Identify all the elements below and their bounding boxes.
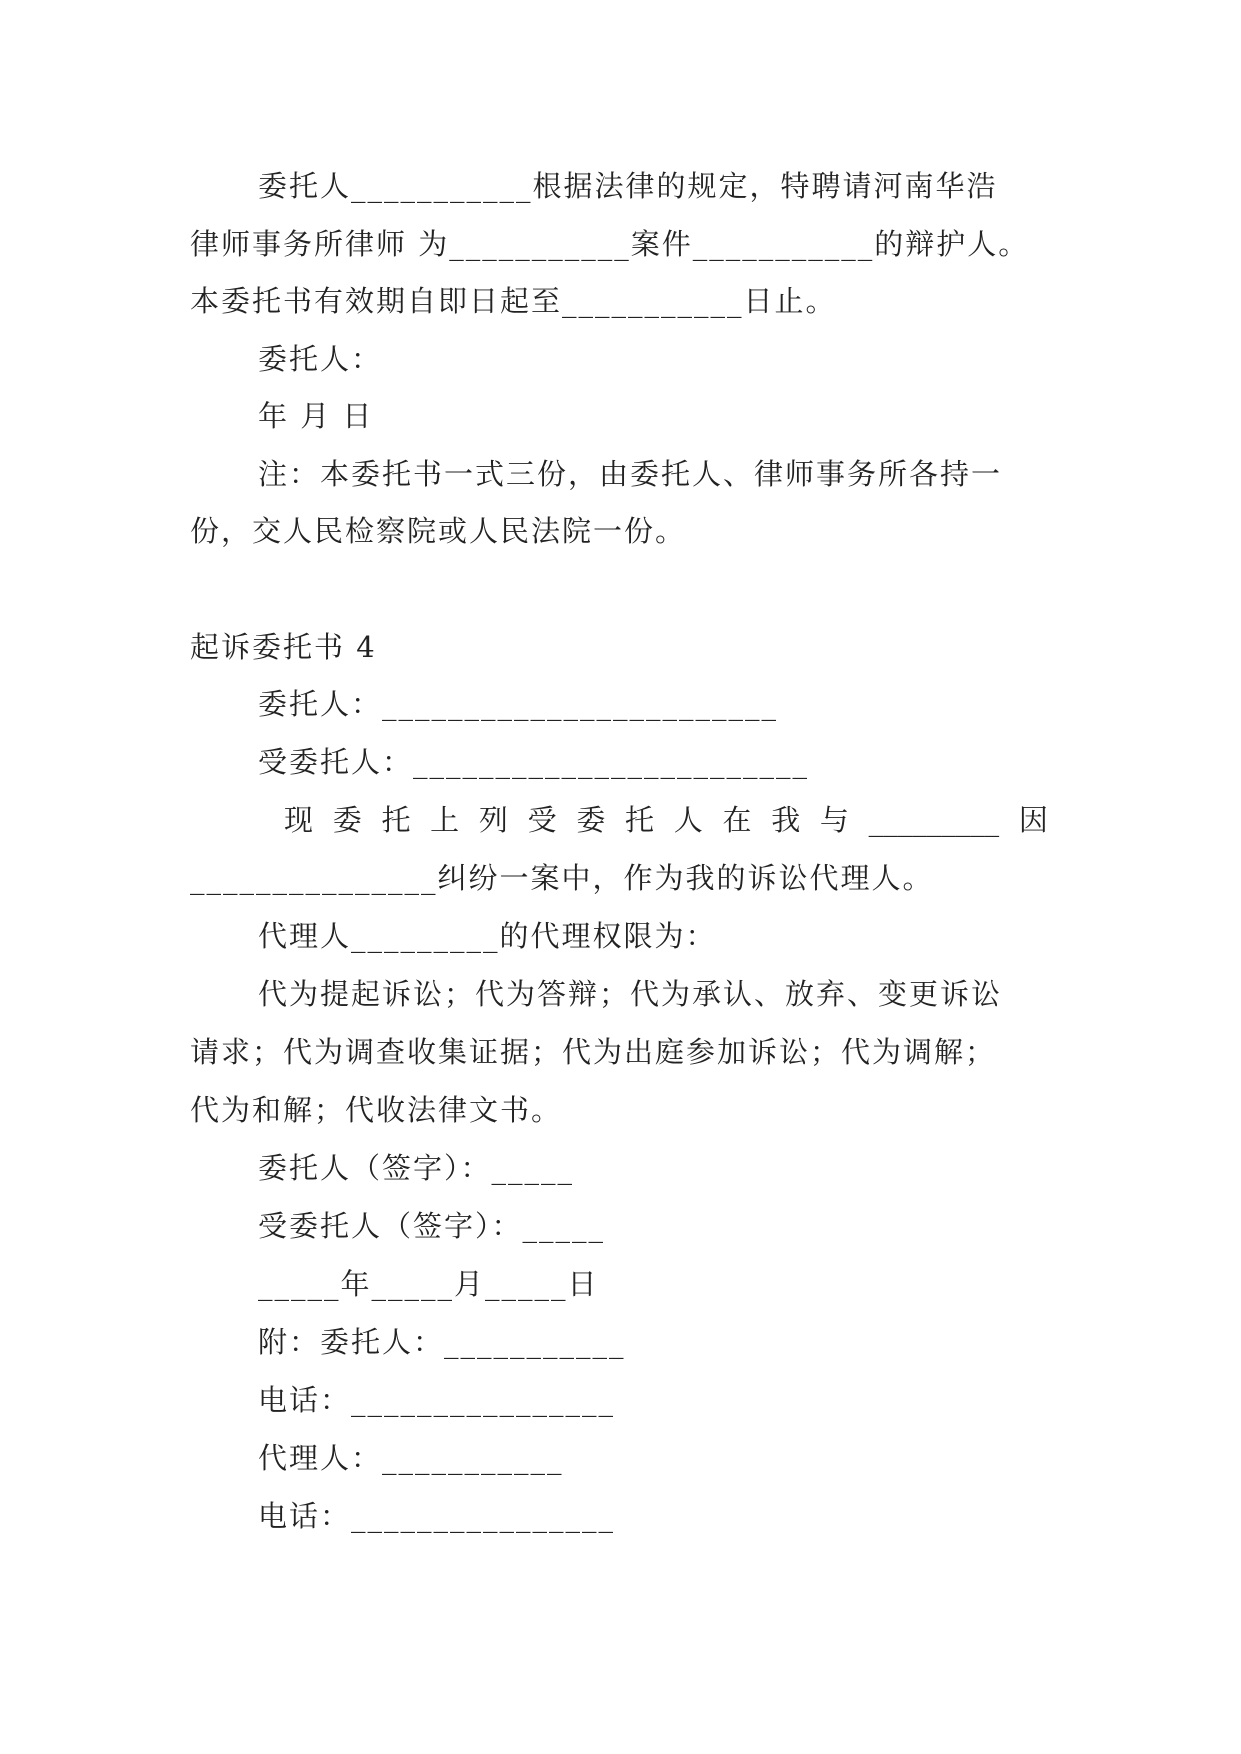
char: 人: [673, 803, 703, 837]
char: 受: [527, 803, 557, 837]
date-line: 年 月 日: [258, 399, 374, 433]
blank: _________: [868, 803, 1000, 837]
section-title: 起诉委托书 4: [190, 630, 377, 664]
char: 委: [332, 803, 362, 837]
char: 托: [625, 803, 655, 837]
paragraph-line: _______________纠纷一案中，作为我的诉讼代理人。: [190, 861, 934, 895]
note-line: 注：本委托书一式三份，由委托人、律师事务所各持一: [258, 457, 1003, 491]
phone-line: 电话：________________: [258, 1499, 616, 1533]
char: 上: [430, 803, 460, 837]
char: 委: [576, 803, 606, 837]
paragraph-line: 请求；代为调查收集证据；代为出庭参加诉讼；代为调解；: [190, 1035, 997, 1069]
char: 我: [771, 803, 801, 837]
char: 现: [284, 803, 314, 837]
paragraph-line: 代为提起诉讼；代为答辩；代为承认、放弃、变更诉讼: [258, 977, 1003, 1011]
justified-line: [284, 800, 1048, 840]
agent-line: 受委托人：________________________: [258, 745, 810, 779]
attachment-line: 附：委托人：___________: [258, 1325, 626, 1359]
paragraph-line: 本委托书有效期自即日起至___________日止。: [190, 284, 837, 318]
paragraph-line: 代为和解；代收法律文书。: [190, 1093, 563, 1127]
principal-line: 委托人：________________________: [258, 687, 779, 721]
agent-attachment-line: 代理人：___________: [258, 1441, 564, 1475]
paragraph-line: 代理人_________的代理权限为：: [258, 919, 717, 953]
date-line: _____年_____月_____日: [258, 1267, 599, 1301]
signature-line: 委托人（签字）：_____: [258, 1151, 575, 1185]
char: 托: [381, 803, 411, 837]
paragraph-line: 委托人___________根据法律的规定，特聘请河南华浩: [258, 169, 998, 203]
char: 与: [819, 803, 849, 837]
paragraph-line: 律师事务所律师 为___________案件___________的辩护人。: [190, 227, 1030, 261]
paragraph-line: 委托人：: [258, 342, 383, 376]
char: 因: [1018, 803, 1048, 837]
note-line: 份，交人民检察院或人民法院一份。: [190, 514, 687, 548]
char: 在: [722, 803, 752, 837]
phone-line: 电话：________________: [258, 1383, 616, 1417]
signature-line: 受委托人（签字）：_____: [258, 1209, 606, 1243]
char: 列: [478, 803, 508, 837]
